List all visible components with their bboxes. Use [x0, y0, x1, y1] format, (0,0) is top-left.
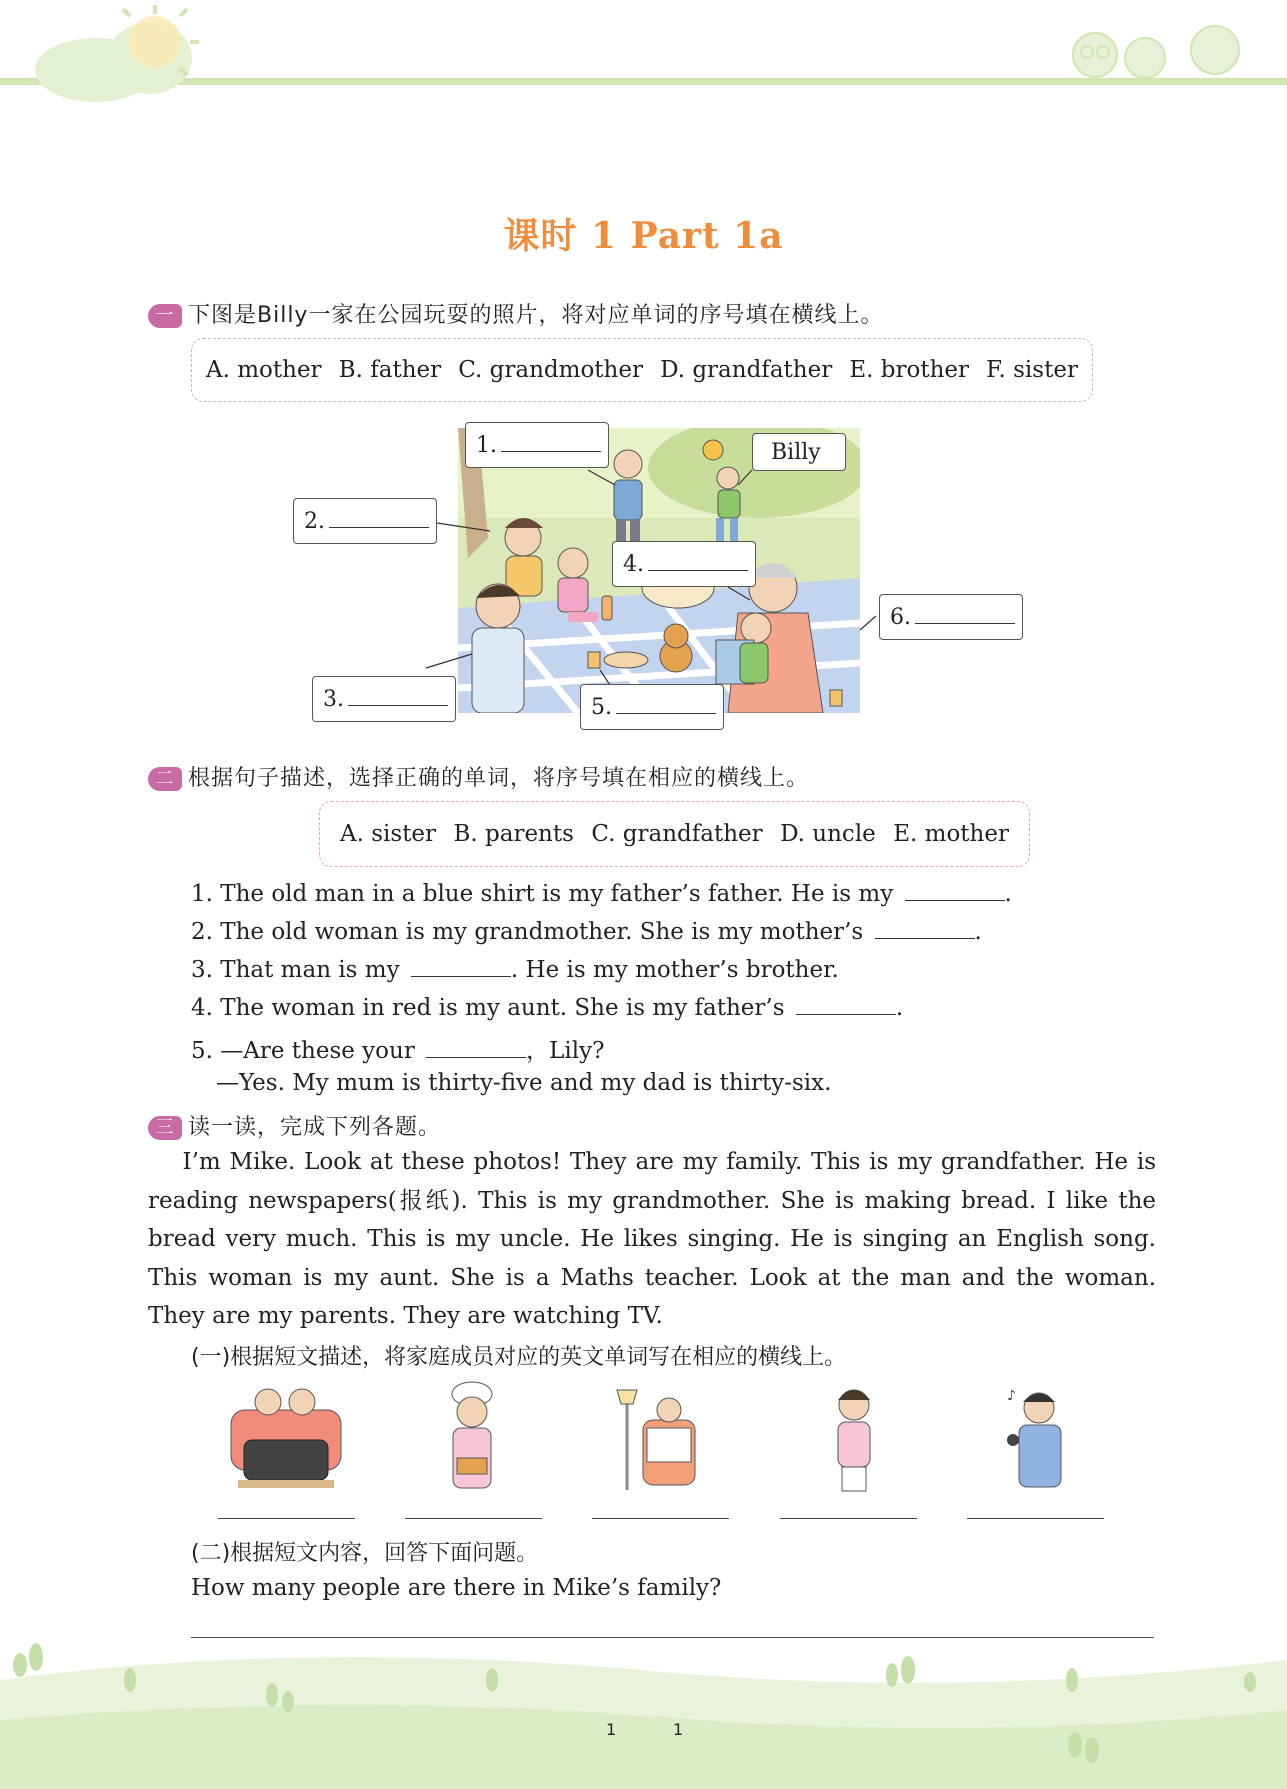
answer-blank[interactable]: [915, 603, 1015, 624]
option: D. uncle: [780, 821, 876, 847]
sentence-5: 5. —Are these your ，Lily?: [191, 1038, 605, 1064]
grandfather-reading-picture: [613, 1380, 698, 1495]
label-number: 1.: [476, 433, 497, 458]
label-box-3[interactable]: [312, 676, 456, 722]
option: E. brother: [849, 357, 969, 383]
sentence-2: 2. The old woman is my grandmother. She is my mother’s .: [191, 919, 982, 945]
answer-blank[interactable]: [426, 1037, 526, 1058]
option: D. grandfather: [660, 357, 833, 383]
option: B. parents: [453, 821, 574, 847]
sentence-1: 1. The old man in a blue shirt is my father’s father. He is my .: [191, 881, 1012, 907]
page-number: 1: [673, 1720, 684, 1739]
section1-instruction: 下图是Billy一家在公园玩耍的照片，将对应单词的序号填在横线上。: [188, 303, 884, 328]
label-box-2[interactable]: [293, 498, 437, 544]
option: E. mother: [893, 821, 1009, 847]
section2-word-box: [319, 801, 1030, 867]
parents-watching-tv-picture: [226, 1380, 346, 1495]
answer-blank[interactable]: [501, 431, 601, 452]
label-number: 6.: [890, 605, 911, 630]
option: B. father: [338, 357, 442, 383]
label-box-1[interactable]: [465, 422, 609, 468]
aunt-teacher-picture: [818, 1380, 888, 1495]
label-number: 3.: [323, 687, 344, 712]
label-leader-lines: [0, 0, 1287, 760]
answer-blank[interactable]: [905, 880, 1005, 901]
part2-instruction: (二)根据短文内容，回答下面问题。: [191, 1541, 539, 1566]
answer-blank[interactable]: [648, 550, 748, 571]
answer-line-4[interactable]: [780, 1518, 917, 1519]
option: F. sister: [986, 357, 1078, 383]
option: C. grandmother: [458, 357, 643, 383]
section2-badge: 二: [148, 767, 182, 791]
answer-blank[interactable]: [616, 693, 716, 714]
page-title: 课时 1 Part 1a: [503, 215, 784, 257]
label-number: 2.: [304, 509, 325, 534]
uncle-singing-picture: [995, 1380, 1080, 1495]
option: A. mother: [206, 357, 322, 383]
label-box-4[interactable]: [612, 541, 756, 587]
page-number: 1: [606, 1720, 617, 1739]
sentence-4: 4. The woman in red is my aunt. She is my father’s .: [191, 995, 904, 1021]
section3-instruction: 读一读，完成下列各题。: [188, 1115, 442, 1140]
section3-badge: 三: [148, 1116, 182, 1140]
sentence-3: 3. That man is my . He is my mother’s brother.: [191, 957, 839, 983]
section1-badge: 一: [148, 304, 182, 328]
answer-blank[interactable]: [411, 956, 511, 977]
question: How many people are there in Mike’s family?: [191, 1575, 722, 1601]
option: C. grandfather: [591, 821, 763, 847]
answer-blank[interactable]: [875, 918, 975, 939]
section2-heading: [148, 761, 809, 792]
answer-line-5[interactable]: [967, 1518, 1104, 1519]
reading-passage: I’m Mike. Look at these photos! They are my family. This is my grandfather. He is reading newspapers(报纸). This is my grandmother. She is making bread. I like the bread very much. This is my uncle. He likes singing. He is singing an English song. This woman is my aunt. She is a Maths teacher. Look at the man and the woman. They are my parents. They are watching TV.: [148, 1149, 1156, 1329]
part1-instruction: (一)根据短文描述，将家庭成员对应的英文单词写在相应的横线上。: [191, 1345, 847, 1370]
grandmother-baking-picture: [437, 1380, 507, 1495]
label-box-6[interactable]: [879, 594, 1023, 640]
sentence-5-reply: —Yes. My mum is thirty-five and my dad is thirty-six.: [216, 1070, 832, 1096]
answer-line-1[interactable]: [218, 1518, 355, 1519]
billy-tag: Billy: [752, 433, 846, 471]
label-box-5[interactable]: [580, 684, 724, 730]
label-number: 5.: [591, 695, 612, 720]
answer-blank[interactable]: [348, 685, 448, 706]
section3-heading: [148, 1110, 441, 1141]
option: A. sister: [340, 821, 437, 847]
answer-blank[interactable]: [329, 507, 429, 528]
svg-text:★: ★: [40, 54, 57, 75]
answer-line-3[interactable]: [592, 1518, 729, 1519]
answer-blank[interactable]: [796, 994, 896, 1015]
section2-instruction: 根据句子描述，选择正确的单词，将序号填在相应的横线上。: [188, 766, 810, 791]
footer-landscape: [0, 1630, 1287, 1789]
svg-text:♪: ♪: [1007, 1388, 1016, 1404]
answer-line-2[interactable]: [405, 1518, 542, 1519]
label-number: 4.: [623, 552, 644, 577]
